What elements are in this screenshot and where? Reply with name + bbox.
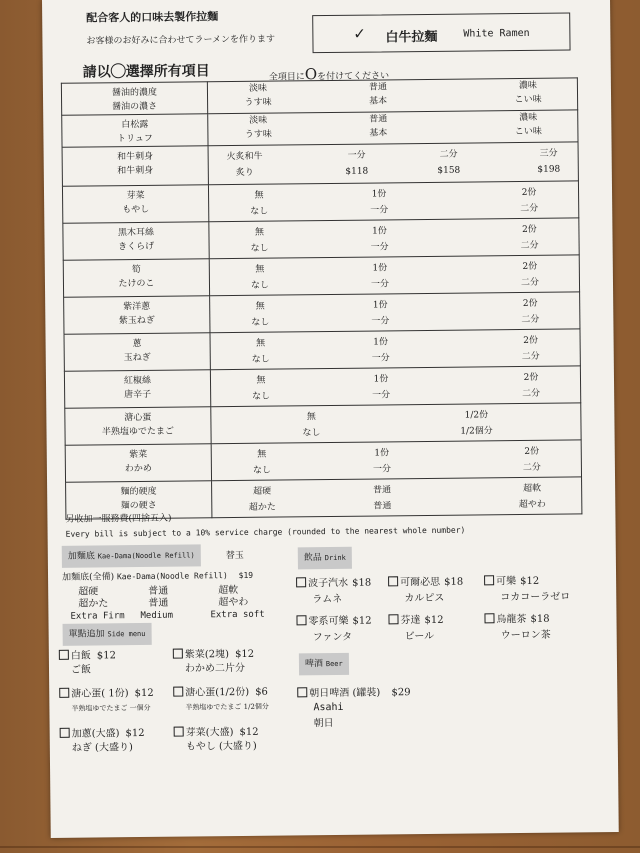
option-choice-line: 超やわ [518,499,546,511]
ramen-name-en: White Ramen [463,27,530,40]
side-menu-item-jp: 半熟塩ゆでたまご 1/2個分 [185,702,269,712]
option-row [62,181,578,223]
side-menu-item-price: $12 [134,687,154,700]
side-menu-item[interactable] [59,687,154,702]
noodle-refill-choice-en: Medium [140,610,174,622]
checkbox-icon[interactable] [388,614,398,624]
side-menu-item-jp: ねぎ (大盛り) [71,742,133,754]
service-note-cn: 另收加一服務費(四捨五入) [65,513,172,525]
option-choice[interactable] [431,408,521,439]
option-choice-line: 普通 [369,114,388,125]
option-choice-line: 1份 [372,226,387,237]
option-choice[interactable] [498,111,558,140]
drink-item-price: $18 [352,577,372,589]
option-choice[interactable] [519,146,579,177]
drink-item[interactable] [296,615,371,630]
checkbox-icon[interactable] [59,688,69,698]
option-choice[interactable] [501,371,561,402]
option-choice[interactable] [230,299,290,330]
option-choices [210,366,580,407]
noodle-refill-jp: 替玉 [225,550,244,562]
option-label [63,259,209,298]
drink-item[interactable] [388,614,443,629]
option-label [64,296,210,335]
option-choice-line: なし [251,354,270,365]
option-label-line: 黑木耳絲 [117,227,154,239]
option-choice[interactable] [231,336,291,367]
noodle-refill-choice-cn[interactable]: 超軟 [218,584,239,597]
side-menu-item-jp: もやし (大盛り) [185,740,257,753]
option-choice-line: うす味 [244,129,272,140]
option-label-line: 溏心蛋 [124,412,152,424]
drink-item-jp: ビール [404,630,435,643]
option-choice-line: なし [302,428,321,439]
option-choice-line: 一分 [372,390,391,401]
option-choice-line: 普通 [373,501,392,512]
option-row [64,329,580,371]
option-choices [208,181,578,222]
option-choice[interactable] [502,482,562,513]
option-choice-line: 普通 [368,82,387,93]
order-sheet [42,0,619,838]
noodle-refill-tag [62,544,201,567]
drink-item-name: 可爾必思 [400,576,441,589]
instruction-prefix: 請以 [82,64,111,81]
option-choice-line: 二分 [521,314,540,325]
side-menu-item[interactable] [174,726,259,741]
option-choice-line: $118 [345,166,369,177]
noodle-refill-tag-cn: 加麵底 [67,551,95,562]
option-choice-line: 2份 [524,446,540,457]
option-label-line: 半熟塩ゆでたまご [101,426,175,438]
option-row [63,255,579,297]
instruction-heading [83,60,210,81]
option-row [62,110,578,147]
option-choice[interactable] [349,187,409,218]
checkbox-icon[interactable] [173,687,183,697]
option-label-line: 紫洋蔥 [123,301,151,313]
option-choices [210,292,580,333]
service-note-en: Every bill is subject to a 10% service charge (rounded to the nearest whole number) [65,525,466,539]
option-choice[interactable] [229,225,289,256]
noodle-refill-line-cn: 加麵底 [61,572,90,583]
option-choice[interactable] [351,372,411,403]
option-choices [208,142,578,185]
drink-item-price: $18 [530,613,550,625]
option-choice[interactable] [327,148,387,179]
option-choice-line: 普通 [373,485,392,496]
option-choice-line: 2份 [522,224,537,235]
option-label [63,222,209,261]
option-choices [211,440,581,481]
option-choices [209,255,579,296]
side-menu-item-name: 白飯 [70,650,91,662]
noodle-refill-tag-en: Kae-Dama(Noodle Refill) [97,551,195,561]
option-row [62,142,578,186]
option-label-line: 紫玉ねぎ [118,315,155,327]
drink-item-jp: ファンタ [312,631,353,644]
option-choice-line: 2份 [523,335,539,346]
option-label-line: トリュフ [117,133,153,145]
option-label-line: 芽菜 [126,190,145,202]
checkbox-icon[interactable] [173,649,183,659]
noodle-refill-line [62,568,253,583]
option-choice[interactable] [498,79,558,108]
option-choice-line: 基本 [369,128,388,139]
instruction-suffix: 選擇所有項目 [125,63,210,81]
side-menu-item-price: $12 [125,727,145,740]
option-choice[interactable] [352,446,412,477]
option-choice-line: 一分 [371,316,390,327]
option-label [64,370,210,409]
checkbox-icon[interactable] [59,650,69,660]
option-row [65,403,581,445]
circle-icon [111,63,126,78]
option-row [64,366,580,408]
option-choice-line: 無 [254,190,264,201]
option-choice-line: なし [250,243,269,254]
option-label-line: わかめ [124,463,152,475]
noodle-refill-line-note: (全備) [89,572,115,583]
option-choice[interactable] [271,410,351,441]
option-choice-line: 2份 [522,298,538,309]
option-label [64,333,210,372]
beer-item-price: $29 [391,687,411,699]
option-choice[interactable] [499,223,559,254]
option-label [65,444,211,483]
option-choice-line: 濃味 [519,112,538,124]
beer-item-en: Asahi [313,701,344,714]
option-choice[interactable] [350,261,410,292]
option-row [65,440,581,482]
option-choice-line: 二分 [521,351,540,362]
option-choice-line: こい味 [514,126,542,138]
option-choice-line: なし [252,465,271,476]
option-choice-line: 1份 [371,189,387,200]
drink-item-name: 零系可樂 [308,615,349,628]
check-icon: ✓ [353,24,367,43]
option-choice-line: 炙り [235,167,254,178]
option-choice-line: 1份 [372,300,388,311]
drink-item-name: 波子汽水 [308,577,349,590]
option-choice[interactable] [231,373,291,404]
option-choice[interactable] [352,483,412,514]
option-choice-line: 1份 [373,374,389,385]
ramen-badge [312,12,570,53]
option-choice-line: 一分 [372,464,391,475]
noodle-refill-choice-jp: 普通 [148,597,169,609]
option-choice-line: 淡味 [248,83,267,94]
beer-tag-cn: 啤酒 [304,659,324,670]
beer-tag-en: Beer [325,659,343,669]
drink-item[interactable] [484,613,549,628]
beer-item-jp: 朝日 [313,717,334,730]
side-menu-item-name: 紫菜(2塊) [184,649,230,661]
option-choice-line: こい味 [514,94,542,106]
drink-item-price: $12 [352,615,372,627]
beer-item-cn: 朝日啤酒 (罐裝) [309,687,381,700]
noodle-refill-choice-en: Extra soft [210,609,265,621]
beer-tag [299,653,349,676]
option-choice[interactable] [502,445,562,476]
side-menu-tag-cn: 單點追加 [68,629,105,640]
option-label-line: 玉ねぎ [123,352,151,364]
option-choice-line: なし [252,391,271,402]
option-choices [207,78,577,114]
side-menu-item[interactable] [59,649,116,664]
option-choices [209,218,579,259]
option-label-line: もやし [122,204,150,216]
option-choice[interactable] [229,188,289,219]
option-choice-line: 一分 [370,205,389,216]
drink-item-name: 烏龍茶 [496,613,527,626]
option-choice-line: 超硬 [253,486,272,497]
option-row [64,292,580,334]
option-choice-line: 無 [254,227,265,238]
option-choice-line: 二分 [520,240,539,252]
drink-item[interactable] [484,575,539,590]
side-menu-item-price: $12 [234,648,255,661]
option-choice[interactable] [232,447,292,478]
option-choice[interactable] [499,186,559,217]
side-menu-item[interactable] [173,686,268,701]
options-table [61,77,583,519]
option-choice-line: 一分 [370,242,389,253]
option-choice-line: 無 [256,338,266,349]
option-choice[interactable] [500,260,560,291]
side-menu-item-name: 芽菜(大盛) [185,727,234,739]
option-choice[interactable] [348,112,408,141]
option-choice-line: なし [250,280,270,291]
option-label-line: 唐辛子 [124,389,152,401]
side-menu-tag-en: Side menu [107,629,146,639]
instruction-jp-suffix: を付けてください [317,71,390,83]
option-choices [210,329,580,370]
side-menu-item-price: $6 [255,686,268,698]
side-menu-tag [63,623,152,646]
sheet-subtitle: お客様のお好みに合わせてラーメンを作ります [86,34,276,47]
noodle-refill-line-en: Kae-Dama(Noodle Refill) [116,571,228,582]
noodle-refill-choice-jp: 超かた [78,598,109,610]
option-choice[interactable] [215,150,275,181]
option-choice-line: $198 [537,164,561,175]
option-choice-line: 一分 [371,353,390,364]
option-choice-line: 二分 [520,203,539,215]
checkbox-icon[interactable] [388,576,398,586]
option-label [65,407,211,446]
ramen-name: 白牛拉麵 [385,29,438,46]
drink-tag-en: Drink [324,553,346,563]
option-choice[interactable] [349,224,409,255]
drink-item-jp: ラムネ [312,593,343,606]
noodle-refill-choice-cn[interactable]: 普通 [148,585,169,597]
option-row [61,78,577,115]
option-label-line: 醤油の濃さ [112,101,158,113]
side-menu-item-name: 溏心蛋(1/2份) [185,686,250,699]
noodle-refill-price: $19 [238,570,254,580]
option-label-line: 白松露 [121,119,149,131]
option-choice-line: 無 [255,301,265,312]
checkbox-icon[interactable] [484,575,494,585]
option-choice-line: 濃味 [518,80,537,92]
option-choice[interactable] [500,297,560,328]
option-choice[interactable] [419,147,479,178]
option-choice-line: 一分 [370,279,390,290]
side-menu-item-price: $12 [239,726,259,738]
side-menu-item[interactable] [173,648,254,663]
option-label-line: 蔥 [132,338,142,350]
drink-item-price: $12 [424,614,444,627]
option-choice-line: 無 [255,264,265,275]
drink-tag [298,547,352,570]
drink-tag-cn: 飲品 [303,553,322,564]
beer-item[interactable] [297,686,410,701]
option-choice-line: 二分 [522,462,541,473]
sheet-title: 配合客人的口味去製作拉麵 [86,10,219,25]
option-choice[interactable] [228,81,288,110]
checkbox-icon[interactable] [296,615,306,625]
side-menu-item[interactable] [60,727,145,742]
side-menu-item-price: $12 [96,650,117,662]
option-choice-line: うす味 [244,97,272,108]
option-label-line: たけのこ [118,278,155,290]
checkbox-icon[interactable] [174,727,184,737]
option-choice[interactable] [232,484,292,515]
option-choice-line: $158 [437,165,461,176]
option-choice-line: 無 [257,449,267,460]
drink-item[interactable] [296,577,371,592]
option-choice-line: 1/2個分 [460,426,493,437]
option-choice[interactable] [348,80,408,109]
option-choice-line: 一分 [347,150,366,161]
drink-item-jp: カルピス [404,592,445,605]
option-label-line: きくらげ [118,241,155,253]
instruction-jp-o: O [304,65,318,84]
option-label-line: 醤油的濃度 [111,87,158,99]
drink-item-price: $18 [444,576,464,588]
option-choice-line: 無 [306,412,316,423]
option-choice[interactable] [228,113,288,142]
side-menu-item-name: 加蔥(大盛) [71,728,120,740]
option-label [62,146,208,187]
drink-item-jp: コカコーラゼロ [500,591,571,604]
option-choice-line: 2份 [523,372,539,383]
side-menu-item-jp: ご飯 [70,664,92,676]
drink-item-jp: ウーロン茶 [500,629,551,642]
option-choice-line: 1份 [372,263,388,274]
option-label [62,185,208,224]
instruction-jp-prefix: 全項目に [268,72,305,83]
option-choice-line: 超かた [248,502,276,513]
drink-item-price: $12 [520,575,540,588]
noodle-refill-choice-jp: 超やわ [218,596,249,609]
option-label-line: 筍 [131,264,141,276]
option-choices [211,403,581,444]
option-choice-line: 1份 [373,337,389,348]
option-choice-line: 超軟 [523,483,542,494]
option-label [61,82,207,116]
checkbox-icon[interactable] [296,577,306,587]
option-row [63,218,579,260]
noodle-refill-choice-en: Extra Firm [70,611,125,622]
option-choice-line: 二分 [522,388,541,399]
drink-item[interactable] [388,576,463,591]
side-menu-item-jp: わかめ二片分 [184,662,246,675]
option-choice-line: 三分 [539,148,558,159]
option-choice-line: なし [250,206,269,217]
option-choice-line: 無 [256,375,266,386]
option-choice[interactable] [351,335,411,366]
option-label-line: 紅椒絲 [123,375,152,387]
side-menu-item-name: 溏心蛋( 1份) [71,688,129,700]
option-choice-line: 淡味 [249,115,268,126]
option-choice-line: 火炙和牛 [226,151,263,163]
drink-item-name: 可樂 [496,576,517,588]
option-choices [208,110,578,146]
option-choice[interactable] [350,298,410,329]
side-menu-item-jp: 半熟塩ゆでたまご 一個分 [71,703,151,713]
noodle-refill-choice-cn[interactable]: 超硬 [78,586,99,598]
option-choice-line: 二分 [439,149,458,160]
option-choice-line: 基本 [369,96,388,107]
option-label-line: 紫菜 [129,449,148,461]
option-choice-line: 1/2份 [464,410,489,421]
checkbox-icon[interactable] [297,687,307,697]
option-choice-line: なし [251,317,270,328]
option-choice-line: 二分 [520,277,540,288]
option-choice-line: 2份 [521,187,537,198]
drink-item-name: 芬達 [400,615,421,627]
option-choice[interactable] [501,334,561,365]
option-label-line: 麺の硬さ [120,500,157,512]
option-label-line: 和牛刺身 [117,151,154,163]
checkbox-icon[interactable] [60,728,70,738]
option-choice-line: 1份 [374,448,390,459]
option-choice[interactable] [230,262,290,293]
option-label-line: 麵的硬度 [120,486,157,498]
checkbox-icon[interactable] [484,613,494,623]
option-label [62,114,208,148]
option-choices [212,477,582,518]
option-choice-line: 2份 [522,261,538,272]
option-label-line: 和牛刺身 [117,165,154,177]
